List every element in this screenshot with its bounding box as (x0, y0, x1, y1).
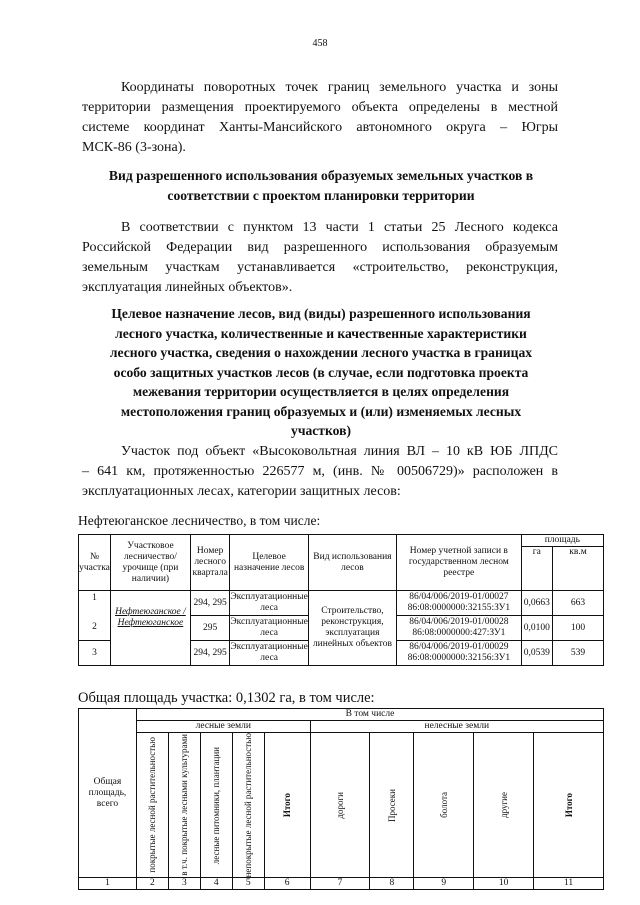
heading-line: соответствии с проектом планировки территории (167, 187, 475, 203)
header-nonforest-land: нелесные земли (310, 721, 603, 733)
header-use: Вид использования лесов (308, 535, 396, 591)
col-label: непокрытые лесной растительностью (243, 733, 254, 878)
cell-ha: 0,0663 (521, 591, 552, 616)
table1-caption: Нефтеюганское лесничество, в том числе: (78, 513, 321, 528)
header-quarter: Номер лесного квартала (190, 535, 230, 591)
col-number: 4 (200, 878, 232, 890)
col-label: Итого (563, 793, 574, 818)
cell-sqm: 663 (553, 591, 604, 616)
heading-line: Вид разрешенного использования образуемых земельных участков в (108, 168, 534, 183)
heading-line: лесного участка, количественные и качественные характеристики (115, 325, 527, 341)
coordinates-paragraph (82, 78, 558, 158)
text-line: земельным участкам устанавливается «строительство, реконструкция, (82, 260, 558, 275)
col-cultures (168, 733, 200, 878)
cell-ha: 0,0539 (521, 641, 552, 666)
land-categories-table (78, 708, 604, 890)
col-label: другие (498, 792, 509, 819)
col-number: 8 (370, 878, 414, 890)
col-covered (136, 733, 168, 878)
header-ha: га (521, 547, 552, 591)
registry-record: 86/04/006/2019-01/00027 (409, 592, 509, 602)
cell-purpose: Эксплуатационные леса (230, 616, 308, 641)
col-number: 11 (534, 878, 604, 890)
text-line: В соответствии с пунктом 13 части 1 статьи 25 Лесного кодекса (121, 220, 558, 235)
col-number: 7 (310, 878, 370, 890)
col-nurseries (200, 733, 232, 878)
page-number: 458 (312, 38, 328, 49)
col-uncovered (232, 733, 264, 878)
cell-registry (397, 641, 522, 666)
row2-num: 2 (92, 622, 97, 632)
registry-cadastral: 86:08:0000000:427:ЗУ1 (412, 628, 506, 638)
registry-cadastral: 86:08:0000000:32156:ЗУ1 (407, 653, 511, 663)
col-label: покрытые лесной растительностью (147, 737, 158, 874)
text-line: Координаты поворотных точек границ земельного участка и зоны (121, 80, 558, 95)
col-number: 3 (168, 878, 200, 890)
heading-line: межевания территории осуществляется в целях определения (132, 384, 510, 399)
total-area-line: Общая площадь участка: 0,1302 га, в том числе: (78, 690, 375, 706)
header-forest-land: лесные земли (136, 721, 310, 733)
header-sqm: кв.м (553, 547, 604, 591)
col-roads (310, 733, 370, 878)
col-forest-total (264, 733, 310, 878)
column-numbers-row (79, 878, 604, 890)
cell-purpose: Эксплуатационные леса (230, 591, 308, 616)
col-number: 5 (232, 878, 264, 890)
header-area: площадь (521, 535, 603, 547)
cell-ha: 0,0100 (521, 616, 552, 641)
registry-cadastral: 86:08:0000000:32155:ЗУ1 (407, 603, 511, 613)
heading-line: местоположения границ образуемых и (или) изменяемых лесных (120, 403, 522, 419)
usage-paragraph (82, 218, 558, 298)
col-number: 2 (136, 878, 168, 890)
table-row (79, 591, 604, 616)
text-line: эксплуатационных лесах, категории защитных лесов: (82, 484, 401, 499)
col-swamps (414, 733, 474, 878)
forest-plots-table (78, 534, 604, 666)
cell-registry (397, 591, 522, 616)
col-clearings (370, 733, 414, 878)
cell-num: 1 (79, 591, 111, 641)
cell-quarter: 294, 295 (190, 591, 230, 616)
text-line: территории размещения проектируемого объекта определены в местной (82, 100, 558, 115)
text-line: Российской Федерации вид разрешенного использования образуемым (82, 240, 558, 255)
heading-line: Целевое назначение лесов, вид (виды) разрешенного использования (111, 306, 531, 321)
cell-purpose: Эксплуатационные леса (230, 641, 308, 666)
col-number: 1 (79, 878, 137, 890)
col-number: 10 (474, 878, 534, 890)
text-line: эксплуатация линейных объектов». (82, 280, 293, 295)
forest-purpose-heading (70, 304, 572, 441)
registry-record: 86/04/006/2019-01/00029 (409, 642, 509, 652)
text-line: МСК-86 (3-зона). (82, 140, 186, 155)
site-paragraph (82, 442, 558, 502)
col-label: Просеки (386, 788, 397, 822)
header-including: В том числе (136, 709, 603, 721)
cell-use: Строительство, реконструкция, эксплуатация линейных объектов (308, 591, 396, 666)
col-number: 9 (414, 878, 474, 890)
cell-num: 3 (79, 641, 111, 666)
cell-sqm: 100 (553, 616, 604, 641)
col-label: дороги (335, 791, 346, 819)
text-line: – 641 км, протяженностью 226577 м, (инв. № 00506729)» расположен в (82, 464, 558, 479)
col-label: лесные питомники, плантации (211, 746, 222, 864)
col-number: 6 (264, 878, 310, 890)
cell-registry (397, 616, 522, 641)
cell-sqm: 539 (553, 641, 604, 666)
cell-forestry: Нефтеюганское / Нефтеюганское (110, 591, 190, 666)
registry-record: 86/04/006/2019-01/00028 (409, 617, 509, 627)
col-label: болота (438, 792, 449, 819)
usage-heading (70, 166, 572, 205)
text-line: Участок под объект «Высоковольтная линия ВЛ – 10 кВ ЮБ ЛПДС (121, 444, 558, 459)
heading-line: участков) (291, 423, 351, 438)
header-total-area: Общая площадь, всего (79, 709, 137, 878)
heading-line: особо защитных участков лесов (в случае, если подготовка проекта (113, 364, 529, 380)
heading-line: лесного участка, сведения о нахождении лесного участка в границах (109, 345, 533, 360)
header-registry: Номер учетной записи в государственном лесном реестре (397, 535, 522, 591)
col-label: в т.ч. покрытые лесными культурами (179, 734, 190, 877)
col-nonforest-total (534, 733, 604, 878)
header-purpose: Целевое назначение лесов (230, 535, 308, 591)
header-forestry: Участковое лесничество/ урочище (при наличии) (110, 535, 190, 591)
header-num: № участка (79, 535, 111, 591)
cell-quarter: 294, 295 (190, 641, 230, 666)
text-line: системе координат Ханты-Мансийского автономного округа – Югры (82, 120, 558, 135)
col-other (474, 733, 534, 878)
cell-quarter: 295 (190, 616, 230, 641)
col-label: Итого (282, 793, 293, 818)
